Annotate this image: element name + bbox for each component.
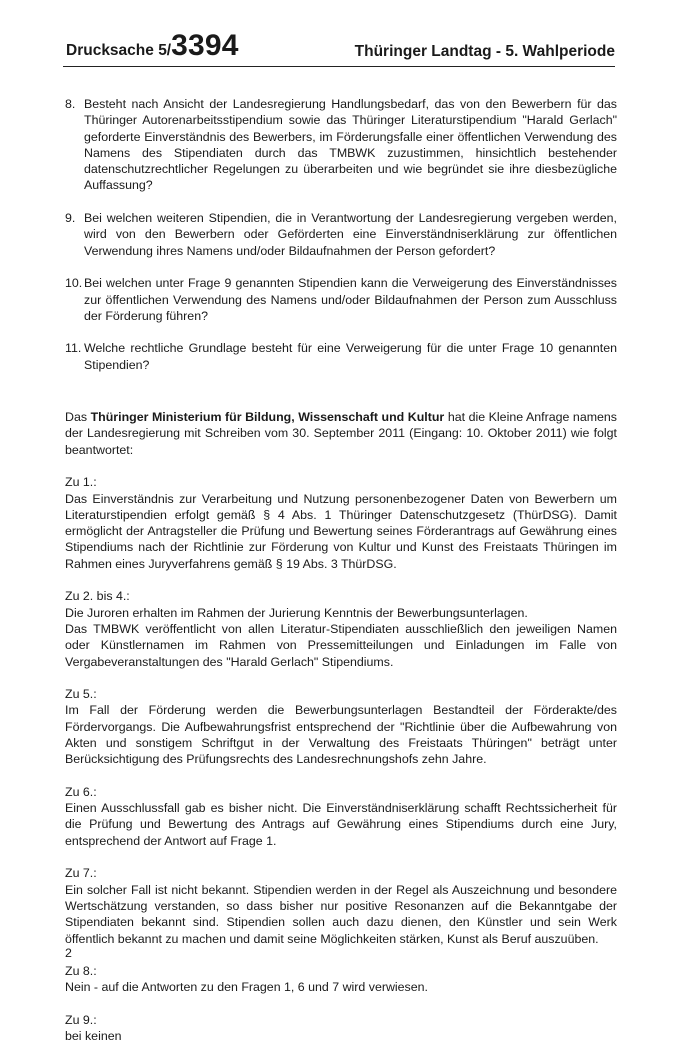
answer-text: Ein solcher Fall ist nicht bekannt. Stipendien werden in der Regel als Auszeichnung und besondere Wertschätzung verstanden, so dass bisher nur positive Resonanzen auf die Bekanntgabe der Stipendiaten bekannt sind. Stipendien sollen auch dazu dienen, den Künstler und sein Werk öffentlich bekannt zu machen und damit seine Möglichkeiten stärken, Kunst als Beruf auszuüben. [65,882,617,946]
document-prefix: Drucksache 5/ [66,42,172,59]
answer-heading: Zu 2. bis 4.: [65,589,130,604]
question-item [65,210,617,259]
question-item [65,275,617,324]
answer-heading: Zu 7.: [65,866,97,881]
answer-text: bei keinen [65,1029,122,1044]
answer-text: Nein - auf die Antworten zu den Fragen 1, 6 und 7 wird verwiesen. [65,980,428,995]
document-number: 3394 [171,29,239,62]
intro-suffix: hat die Kleine Anfrage namens der Landesregierung mit Schreiben vom 30. September 2011 (Eingang: 10. Oktober 2011) wie folgt beantwortet: [65,410,618,457]
answer-block [65,963,617,996]
question-text: Welche rechtliche Grundlage besteht für eine Verweigerung für die unter Frage 10 genannten Stipendien? [84,341,617,372]
ministry-name: Thüringer Ministerium für Bildung, Wissenschaft und Kultur [90,410,445,425]
question-number: 9. [65,211,76,226]
answer-block [65,865,617,946]
question-number: 11. [65,341,82,356]
answer-block [65,1012,617,1045]
answer-text: Das Einverständnis zur Verarbeitung und Nutzung personenbezogener Daten von Bewerbern um Literaturstipendien erfolgt gemäß § 4 Abs. 1 Thüringer Datenschutzgesetz (ThürDSG). Damit ermöglicht der Antragsteller die Prüfung und Bewertung seines Förderantrags auf Gewährung eines Stipendiums nach der Richtlinie zur Förderung von Kultur und Kunst des Freistaats Thüringen im Rahmen eines Juryverfahrens gemäß § 19 Abs. 3 ThürDSG. [65,491,617,571]
answer-heading: Zu 5.: [65,687,97,702]
question-text: Besteht nach Ansicht der Landesregierung Handlungsbedarf, das von den Bewerbern für das Thüringer Autorenarbeitsstipendium sowie das Thüringer Literaturstipendium "Harald Gerlach" geforderte Einverständnis des Bewerbers, im Förderungsfalle einer öffentlichen Verwendung des Namens des Stipendiaten durch das TMBWK zuzustimmen, hinsichtlich bestehender datenschutzrechtlicher Regelungen zu überarbeiten und wie begründet sie ihre diesbezügliche Auffassung? [84,97,617,193]
question-number: 10. [65,276,83,291]
question-item [65,340,617,373]
question-text: Bei welchen unter Frage 9 genannten Stipendien kann die Verweigerung des Einverständnisses zur öffentlichen Verwendung des Namens und/oder Bildaufnahmen der Person zum Ausschluss der Förderung führen? [84,276,617,323]
answer-text: Die Juroren erhalten im Rahmen der Jurierung Kenntnis der Bewerbungsunterlagen. [65,605,528,620]
answer-heading: Zu 9.: [65,1013,97,1028]
answer-block [65,474,617,572]
page-header [63,28,615,67]
answer-block [65,784,617,849]
document-body [65,96,617,1061]
parliament-title: Thüringer Landtag - 5. Wahlperiode [354,42,615,60]
answer-text: Das TMBWK veröffentlicht von allen Literatur-Stipendiaten ausschließlich den jeweiligen Namen oder Künstlernamen im Rahmen von Pressemitteilungen und Einladungen im Falle von Vergabeveranstaltungen des "Harald Gerlach" Stipendiums. [65,621,617,669]
question-text: Bei welchen weiteren Stipendien, die in Verantwortung der Landesregierung vergeben werden, wird von den Bewerbern oder Geförderten eine Einverständniserklärung zur öffentlichen Verwendung ihres Namens und/oder Bildaufnahmen der Person gefordert? [84,211,617,258]
answer-heading: Zu 6.: [65,784,97,799]
answer-heading: Zu 8.: [65,964,97,979]
answer-heading: Zu 1.: [65,475,97,490]
answer-block [65,588,617,669]
answer-text: Einen Ausschlussfall gab es bisher nicht. Die Einverständniserklärung schafft Rechtssicherheit für die Prüfung und Bewertung des Antrags auf Gewährung eines Stipendiums durch eine Jury, entsprechend der Antwort auf Frage 1. [65,801,617,848]
answer-text: Im Fall der Förderung werden die Bewerbungsunterlagen Bestandteil der Förderakte/des Fördervorgangs. Die Aufbewahrungsfrist entsprechend der "Richtlinie über die Aufbewahrung von Akten und sonstigem Schriftgut in der Verwaltung des Freistaats Thüringen" beträgt unter Berücksichtigung des Prüfungsrechts des Landesrechnungshofs zehn Jahre. [65,703,617,767]
question-item [65,96,617,194]
question-number: 8. [65,97,76,111]
document-reference [66,31,239,61]
answer-intro [65,409,617,458]
page-number: 2 [65,946,72,960]
intro-prefix: Das [65,410,91,425]
answer-block [65,686,617,767]
